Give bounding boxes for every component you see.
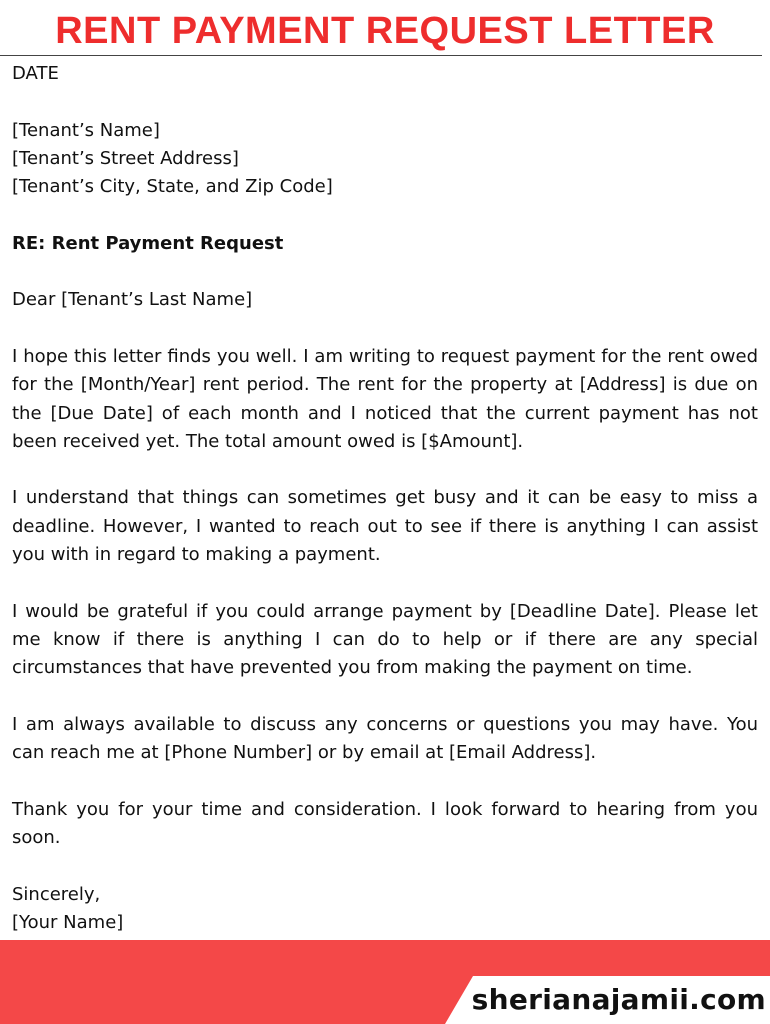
letter-signature: [Your Name] xyxy=(12,911,124,933)
letter-body xyxy=(12,60,758,937)
letter-paragraph: I hope this letter finds you well. I am writing to request payment for the rent owed for the [Month/Year] rent period. The rent for the property at [Address] is due on the [Due Date] of each month and I noticed that the current payment has not been received yet. The total amount owed is [$Amount]. xyxy=(12,345,758,452)
title-divider xyxy=(0,55,762,56)
letter-paragraph: I understand that things can sometimes get busy and it can be easy to miss a deadline. However, I wanted to reach out to see if there is anything I can assist you with in regard to making a payment. xyxy=(12,487,758,566)
letter-closing: Sincerely, xyxy=(12,883,101,905)
letter-paragraph: Thank you for your time and consideration. I look forward to hearing from you soon. xyxy=(12,798,758,849)
letter-date: DATE xyxy=(12,63,59,84)
website-watermark: sherianajamii.com xyxy=(471,983,766,1016)
tenant-street-address: [Tenant’s Street Address] xyxy=(12,147,239,169)
tenant-name: [Tenant’s Name] xyxy=(12,119,160,141)
letter-paragraph: I would be grateful if you could arrange payment by [Deadline Date]. Please let me know if there is anything I can do to help or if there are any special circumstances that have prevented you from making the payment on time. xyxy=(12,600,758,679)
letter-salutation: Dear [Tenant’s Last Name] xyxy=(12,289,253,311)
letter-paragraph: I am always available to discuss any concerns or questions you may have. You can reach me at [Phone Number] or by email at [Email Address]. xyxy=(12,713,758,764)
tenant-city-state-zip: [Tenant’s City, State, and Zip Code] xyxy=(12,176,333,198)
letter-subject: RE: Rent Payment Request xyxy=(12,232,284,254)
letter-title: RENT PAYMENT REQUEST LETTER xyxy=(55,10,715,52)
